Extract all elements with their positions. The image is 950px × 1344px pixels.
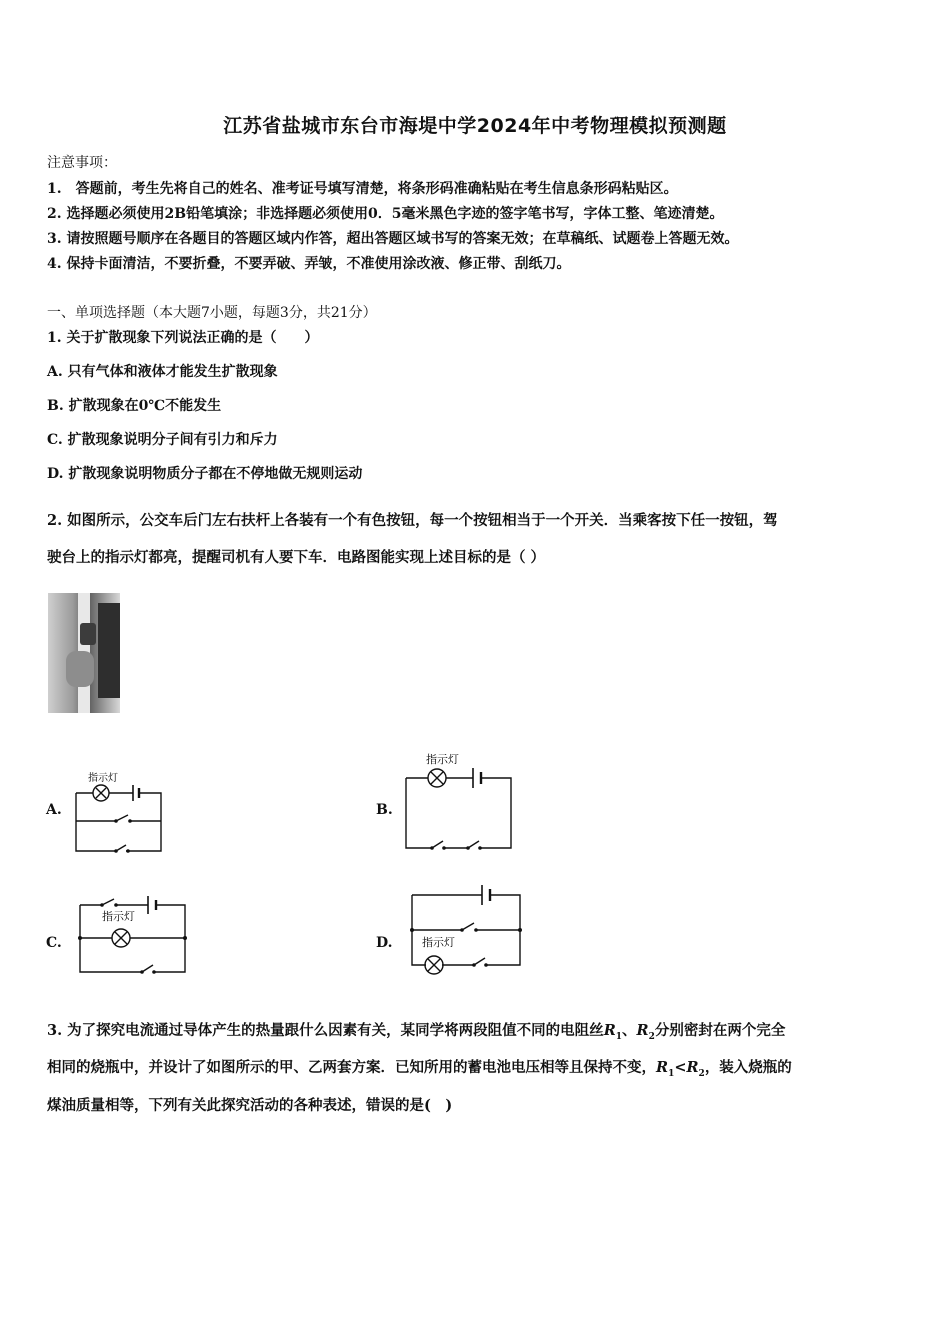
q2-option-d-label: D.	[376, 935, 393, 951]
q3-r2-sub-2: 2	[698, 1068, 705, 1079]
q1-option-d: D. 扩散现象说明物质分子都在不停地做无规则运动	[47, 466, 363, 482]
notice-item-1: 1. 答题前，考生先将自己的姓名、准考证号填写清楚，将条形码准确粘贴在考生信息条形码粘贴区。	[47, 181, 678, 197]
q3-less-than: <	[674, 1059, 687, 1076]
notice-item-2: 2. 选择题必须使用2B铅笔填涂；非选择题必须使用0．5毫米黑色字迹的签字笔书写，字体工整、笔迹清楚。	[47, 206, 724, 222]
notice-heading: 注意事项：	[47, 155, 117, 171]
bus-handrail-photo	[48, 593, 120, 713]
q2-stem-line2: 驶台上的指示灯都亮，提醒司机有人要下车．电路图能实现上述目标的是（ ）	[47, 549, 546, 566]
q3-stem-line3: 煤油质量相等，下列有关此探究活动的各种表述，错误的是( )	[47, 1097, 453, 1114]
circuit-a-lamp-label: 指示灯	[88, 773, 118, 784]
circuit-a-diagram	[66, 768, 171, 858]
page-title: 江苏省盐城市东台市海堤中学2024年中考物理模拟预测题	[223, 115, 727, 137]
q3-line2-pre: 相同的烧瓶中，并设计了如图所示的甲、乙两套方案．已知所用的蓄电池电压相等且保持不变，	[47, 1059, 656, 1076]
q3-line1-pre: 3. 为了探究电流通过导体产生的热量跟什么因素有关，某同学将两段阻值不同的电阻丝	[47, 1022, 604, 1039]
circuit-d-diagram	[400, 880, 530, 980]
q3-r1-symbol-2: R	[656, 1059, 669, 1076]
notice-item-4: 4. 保持卡面清洁，不要折叠，不要弄破、弄皱，不准使用涂改液、修正带、刮纸刀。	[47, 256, 571, 272]
q3-r2-sub: 2	[648, 1031, 655, 1042]
q3-line1-post: 分别密封在两个完全	[654, 1022, 786, 1039]
circuit-b-diagram	[398, 748, 518, 858]
notice-item-3: 3. 请按照题号顺序在各题目的答题区域内作答，超出答题区域书写的答案无效；在草稿纸、试题卷上答题无效。	[47, 231, 739, 247]
q2-option-b-label: B.	[376, 802, 393, 818]
q3-r1-symbol: R	[603, 1022, 616, 1039]
q3-r2-symbol-2: R	[686, 1059, 699, 1076]
q2-stem-line1: 2. 如图所示，公交车后门左右扶杆上各装有一个有色按钮，每一个按钮相当于一个开关．当乘客按下任一按钮，驾	[47, 512, 778, 529]
q3-r2-symbol: R	[636, 1022, 649, 1039]
q3-r1-sub: 1	[615, 1031, 623, 1042]
q2-option-a-label: A.	[46, 802, 62, 818]
q3-line2-post: ，装入烧瓶的	[704, 1059, 792, 1076]
q2-option-c-label: C.	[46, 935, 62, 951]
q1-option-c: C. 扩散现象说明分子间有引力和斥力	[47, 432, 278, 448]
q3-stem-line1	[47, 1019, 785, 1042]
q1-stem: 1. 关于扩散现象下列说法正确的是（ ）	[47, 330, 319, 346]
circuit-c-diagram	[70, 890, 190, 980]
q1-option-b: B. 扩散现象在0℃不能发生	[47, 398, 222, 414]
section-heading: 一、单项选择题（本大题7小题，每题3分，共21分）	[47, 305, 377, 321]
circuit-d-lamp-label: 指示灯	[422, 936, 455, 949]
circuit-b-lamp-label: 指示灯	[426, 753, 459, 766]
circuit-c-lamp-label: 指示灯	[102, 910, 135, 923]
q3-r1-sub-2: 1	[668, 1068, 675, 1079]
q3-separator: 、	[622, 1022, 637, 1039]
q1-option-a: A. 只有气体和液体才能发生扩散现象	[47, 364, 278, 380]
q3-stem-line2	[47, 1056, 792, 1079]
